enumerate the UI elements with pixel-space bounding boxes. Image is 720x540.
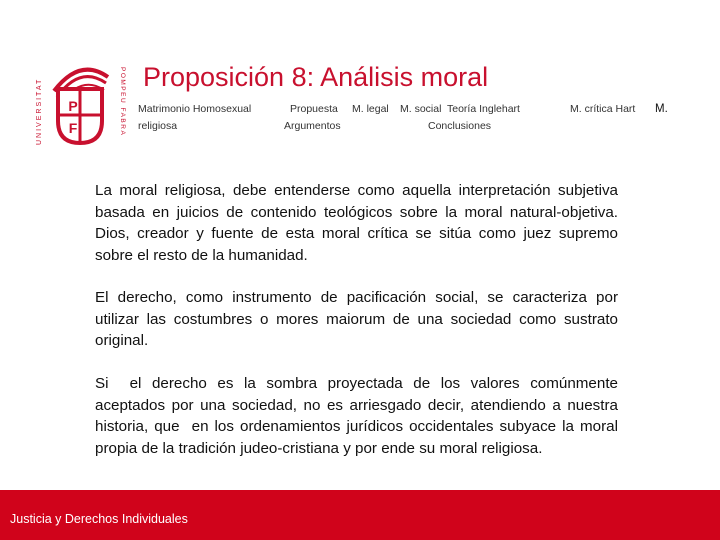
nav-item-argumentos[interactable]: Argumentos <box>284 120 341 132</box>
nav-item-m-legal[interactable]: M. legal <box>352 103 389 115</box>
nav-item-conclusiones[interactable]: Conclusiones <box>428 120 492 132</box>
upf-logo <box>30 55 130 155</box>
nav-item-religiosa[interactable]: religiosa <box>138 120 178 132</box>
page-title: Proposición 8: Análisis moral <box>143 62 489 92</box>
nav-item-m-critica-hart[interactable]: M. crítica Hart <box>570 103 636 115</box>
paragraph-moral-religiosa: La moral religiosa, debe entenderse como aquella interpretación subjetiva basada en juicios de contenido teológicos sobre la moral natural-objetiva. Dios, creador y fuente de esta moral crítica se sitúa como juez supremo sobre el resto de la humanidad. <box>95 182 618 264</box>
logo-letter-f: F <box>68 120 78 136</box>
paragraph-sombra: Si el derecho es la sombra proyectada de los valores comúnmente aceptados por una sociedad, no es arriesgado decir, atendiendo a nuestra historia, que en los ordenamientos jurídicos occidentales subyace la moral propia de la tradición judeo-cristiana y por ende su moral religiosa. <box>95 375 623 457</box>
logo-letter-p: P <box>68 98 78 114</box>
nav-item-matrimonio[interactable]: Matrimonio Homosexual <box>138 103 252 115</box>
logo-left-text: UNIVERSITAT <box>36 77 43 145</box>
nav-item-m-religiosa-prefix[interactable]: M. <box>655 103 668 115</box>
nav-item-propuesta[interactable]: Propuesta <box>290 103 338 115</box>
footer-bar <box>0 490 720 540</box>
footer-text: Justicia y Derechos Individuales <box>10 512 188 526</box>
paragraph-derecho: El derecho, como instrumento de pacificación social, se caracteriza por utilizar las costumbres o mores maiorum de una sociedad como sustrato original. <box>95 289 618 349</box>
nav-item-teoria-inglehart[interactable]: Teoría Inglehart <box>447 103 520 115</box>
nav-item-m-social[interactable]: M. social <box>400 103 442 115</box>
logo-right-text: POMPEU FABRA <box>119 67 126 137</box>
nav-breadcrumb <box>138 103 698 137</box>
